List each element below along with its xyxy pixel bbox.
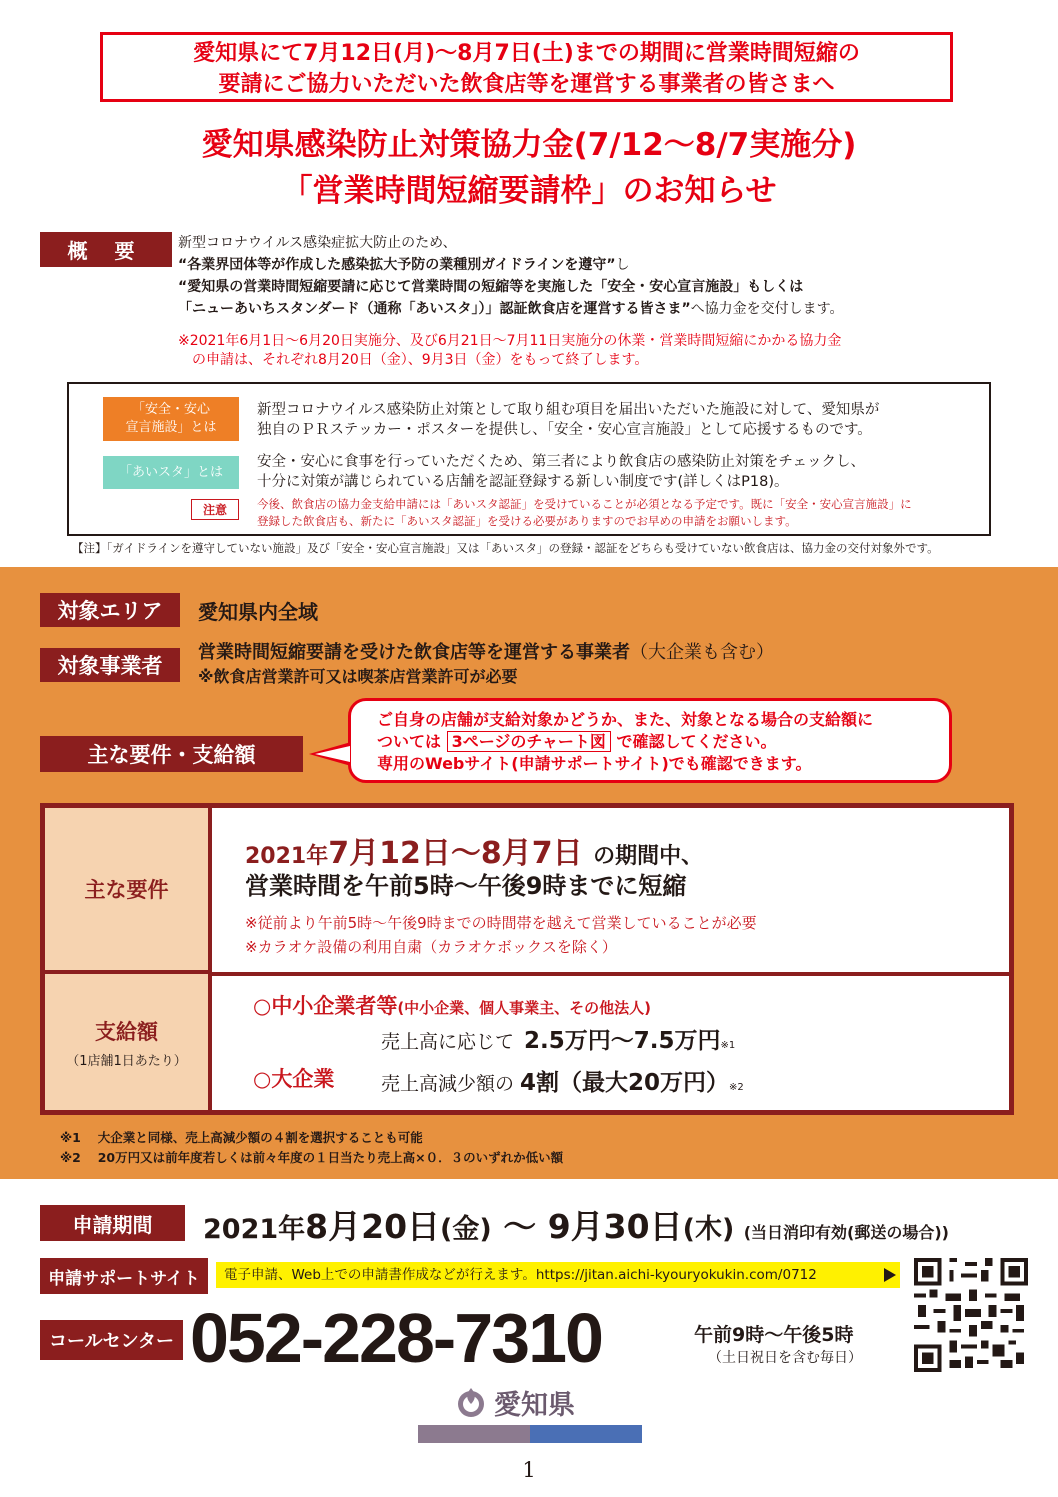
application-period <box>203 1201 949 1248</box>
period-start-dow: (金) <box>440 1214 492 1245</box>
period-separator: ～ <box>491 1207 548 1246</box>
callout-line-1: ご自身の店舗が支給対象かどうか、また、対象となる場合の支給額に <box>377 710 874 729</box>
payment-cell-label <box>45 974 208 1110</box>
chart-page-reference: 3ページのチャート図 <box>447 731 611 752</box>
overview-note <box>178 332 998 370</box>
aisuta-text-1: 安全・安心に食事を行っていただくため、第三者により飲食店の感染防止対策をチェックし、 <box>257 454 865 470</box>
callout-line-3: 専用のWebサイト(申請サポートサイト)でも確認できます。 <box>377 754 812 773</box>
anshin-tag-line-1: 「安全・安心 <box>131 402 210 417</box>
requirement-year: 2021年 <box>245 844 329 869</box>
overview-line-2-em: “各業界団体等が作成した感染拡大予防の業種別ガイドラインを遵守” <box>178 257 616 273</box>
area-value: 愛知県内全域 <box>198 600 318 624</box>
chart-callout <box>348 698 952 783</box>
caution-description <box>257 496 977 530</box>
sme-title-text: ○中小企業者等 <box>253 994 398 1018</box>
payment-label-sub: （1店舗1日あたり） <box>66 1053 187 1069</box>
overview-line-2-rest: し <box>615 257 630 273</box>
aichi-emblem-icon <box>456 1385 486 1419</box>
anshin-description <box>257 400 977 440</box>
anshin-tag <box>103 397 239 441</box>
sme-title <box>253 990 651 1020</box>
area-label: 対象エリア <box>40 593 180 627</box>
period-label: 申請期間 <box>40 1205 185 1241</box>
business-value <box>198 641 774 689</box>
info-footnote: 【注】「ガイドラインを遵守していない施設」及び「安全・安心宣言施設」又は「あいスタ」の登録・認証をどちらも受けていない飲食店は、協力金の交付対象外です。 <box>72 541 939 555</box>
overview-label: 概 要 <box>40 232 172 267</box>
caution-text-2: 登録した飲食店も、新たに「あいスタ認証」を受ける必要がありますのでお早めの申請をお願いします。 <box>257 514 797 528</box>
large-amount: 4割（最大20万円） <box>520 1070 730 1096</box>
table-divider-horizontal <box>208 972 1010 976</box>
header-line-1: 愛知県にて7月12日(月)～8月7日(土)までの期間に営業時間短縮の <box>193 41 860 66</box>
arrow-right-icon <box>884 1268 896 1282</box>
callout-line-2 <box>377 731 777 753</box>
large-title: ○大企業 <box>253 1067 335 1091</box>
anshin-text-1: 新型コロナウイルス感染防止対策として取り組む項目を届出いただいた施設に対して、愛知県が <box>257 402 880 418</box>
business-value-main: 営業時間短縮要請を受けた飲食店等を運営する事業者 <box>198 642 630 663</box>
call-center-label: コールセンター <box>40 1320 183 1360</box>
sme-amount-row <box>381 1022 735 1055</box>
aisuta-text-2: 十分に対策が講じられている店舗を認証登録する新しい制度です(詳しくはP18)。 <box>257 474 789 490</box>
callout-tail-inner <box>315 746 350 762</box>
requirement-main: 営業時間を午前5時～午後9時までに短縮 <box>245 872 687 900</box>
period-start: 8月20日 <box>305 1207 441 1246</box>
overview-line-1: 新型コロナウイルス感染症拡大防止のため、 <box>178 235 457 251</box>
requirement-dates: 7月12日～8月7日 <box>328 836 583 871</box>
overview-note-2: の申請は、それぞれ8月20日（金）、9月3日（金）をもって終了します。 <box>178 352 649 368</box>
requirements-table <box>40 803 1014 1115</box>
requirement-note-2: ※カラオケ設備の利用自粛（カラオケボックスを除く） <box>245 938 617 956</box>
overview-note-1: ※2021年6月1日～6月20日実施分、及び6月21日～7月11日実施分の休業・営業時間短縮にかかる協力金 <box>178 333 842 349</box>
support-site-label: 申請サポートサイト <box>40 1258 208 1294</box>
eligibility-section <box>0 567 1058 1179</box>
aichi-logo <box>456 1382 606 1422</box>
footnote-1: ※1 大企業と同様、売上高減少額の４割を選択することも可能 <box>60 1130 423 1145</box>
caution-tag: 注意 <box>191 499 239 520</box>
info-box <box>67 382 991 536</box>
large-amount-row <box>381 1064 744 1097</box>
requirements-cell-label: 主な要件 <box>45 808 208 974</box>
title-line-1: 愛知県感染防止対策協力金(7/12～8/7実施分) <box>201 127 857 163</box>
title-line-2: 「営業時間短縮要請枠」のお知らせ <box>281 173 777 209</box>
overview-line-4-em: 「ニューあいちスタンダード（通称「あいスタ」）」認証飲食店を運営する皆さま” <box>178 301 691 317</box>
business-value-sub: （大企業も含む） <box>630 642 774 663</box>
call-hours: 午前9時～午後5時 <box>694 1324 854 1346</box>
requirement-period-rest: の期間中、 <box>593 844 704 869</box>
overview-line-4-rest: へ協力金を交付します。 <box>690 301 844 317</box>
logo-bar-right <box>530 1425 642 1443</box>
period-end: 9月30日 <box>547 1207 683 1246</box>
large-footnote-mark: ※2 <box>729 1082 744 1093</box>
callout-line-2-a: ついては <box>377 732 442 751</box>
sme-subtitle: (中小企業、個人事業主、その他法人) <box>397 999 652 1017</box>
support-site-link[interactable]: 電子申請、Web上での申請書作成などが行えます。https://jitan.aichi-kyouryokukin.com/0712 <box>216 1262 900 1288</box>
footnote-2: ※2 20万円又は前年度若しくは前々年度の１日当たり売上高×０．３のいずれか低い額 <box>60 1150 564 1165</box>
large-lead: 売上高減少額の <box>381 1073 515 1095</box>
requirement-note-1: ※従前より午前5時～午後9時までの時間帯を越えて営業していることが必要 <box>245 914 757 932</box>
sme-lead: 売上高に応じて <box>381 1031 515 1053</box>
anshin-text-2: 独自のＰＲステッカー・ポスターを提供し、「安全・安心宣言施設」として応援するものです。 <box>257 422 872 438</box>
sme-footnote-mark: ※1 <box>720 1040 736 1051</box>
header-notice-box <box>100 32 953 102</box>
qr-code-icon[interactable] <box>914 1258 1028 1372</box>
business-label: 対象事業者 <box>40 648 180 682</box>
logo-bar-left <box>418 1425 530 1443</box>
overview-line-3: “愛知県の営業時間短縮要請に応じて営業時間の短縮等を実施した「安全・安心宣言施設」もしくは <box>178 279 804 295</box>
header-line-2: 要請にご協力いただいた飲食店等を運営する事業者の皆さまへ <box>218 72 835 97</box>
page-title <box>0 122 1058 214</box>
period-note: (当日消印有効(郵送の場合)) <box>743 1223 949 1242</box>
page-number: 1 <box>522 1458 536 1482</box>
phone-number[interactable]: 052-228-7310 <box>190 1299 602 1377</box>
business-note: ※飲食店営業許可又は喫茶店営業許可が必要 <box>198 667 518 686</box>
aisuta-description <box>257 452 977 492</box>
logo-text: 愛知県 <box>494 1389 575 1421</box>
aisuta-tag: 「あいスタ」とは <box>103 456 239 489</box>
overview-text <box>178 232 998 320</box>
sme-amount: 2.5万円～7.5万円 <box>524 1028 721 1054</box>
table-divider-vertical <box>208 808 212 1110</box>
payment-label: 支給額 <box>95 1019 158 1044</box>
call-hours-sub: （土日祝日を含む毎日） <box>708 1350 862 1366</box>
caution-text-1: 今後、飲食店の協力金支給申請には「あいスタ認証」を受けていることが必須となる予定です。既に「安全・安心宣言施設」に <box>257 497 912 511</box>
period-end-dow: (木) <box>682 1214 735 1245</box>
callout-line-2-b: で確認してください。 <box>616 732 777 751</box>
period-year: 2021年 <box>203 1214 306 1245</box>
requirements-label: 主な要件・支給額 <box>40 736 303 772</box>
anshin-tag-line-2: 宣言施設」とは <box>125 420 217 435</box>
